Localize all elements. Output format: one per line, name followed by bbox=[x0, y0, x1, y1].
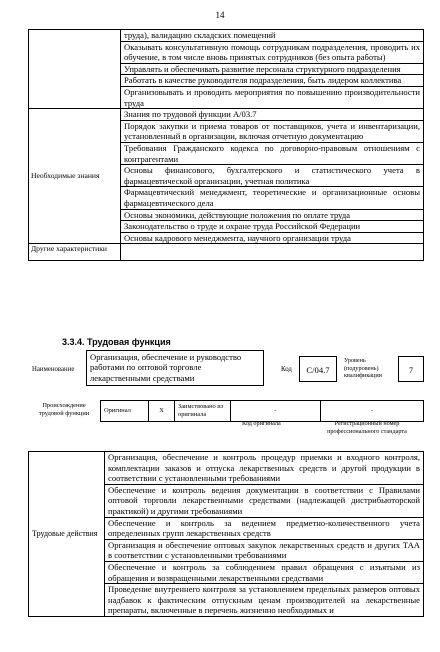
knowledge-row: Порядок закупки и приема товаров от поставщиков, учета и инвентаризации, установленный в организации, включая отчетную документацию bbox=[121, 120, 424, 142]
original-code-cell: - bbox=[231, 401, 321, 422]
knowledge-row: Основы кадрового менеджмента, научного организации труда bbox=[121, 232, 424, 244]
labor-action-row: Организация, обеспечение и контроль процедур приемки и входного контроля, комплектации заказов и отпуска лекарственных средств и другой продукции в соответствии с установленными требованиями bbox=[105, 452, 424, 485]
borrowed-label: Заимствовано из оригинала bbox=[175, 401, 231, 422]
knowledge-label: Необходимые знания bbox=[29, 109, 121, 244]
skill-row: Оказывать консультативную помощь сотрудникам подразделения, проводить их обучение, в том числе вновь принятых сотрудников (без опыта работы) bbox=[121, 41, 424, 63]
original-label: Оригинал bbox=[101, 401, 149, 422]
section-title: 3.3.4. Трудовая функция bbox=[62, 337, 171, 347]
other-characteristics-cell bbox=[121, 244, 424, 261]
labor-action-row: Организация и обеспечение оптовых закупок лекарственных средств и других ТАА в соответствии с установленными требованиями bbox=[105, 539, 424, 561]
level-label: Уровень (подуровень) квалификации bbox=[344, 357, 382, 380]
labor-actions-table bbox=[28, 451, 424, 617]
knowledge-row: Основы финансового, бухгалтерского и статистического учета в фармацевтической организации, учетная политика bbox=[121, 165, 424, 187]
page-number: 14 bbox=[215, 10, 225, 20]
skill-row: Работать в качестве руководителя подразделения, быть лидером коллектива bbox=[121, 75, 424, 87]
code-value: С/04.7 bbox=[299, 356, 337, 382]
knowledge-row: Фармацевтический менеджмент, теоретические и организационные основы фармацевтического дела bbox=[121, 187, 424, 209]
reg-number-cell: - bbox=[321, 401, 424, 422]
knowledge-row: Законодательство о труде и охране труда Российской Федерации bbox=[121, 221, 424, 233]
level-value: 7 bbox=[398, 356, 424, 382]
labor-action-row: Обеспечение и контроль ведения документации в соответствии с Правилами оптовой торговли лекарственными средствами (надлежащей дистрибьюторской практикой) и другими требованиями bbox=[105, 484, 424, 517]
labor-actions-label: Трудовые действия bbox=[29, 452, 105, 617]
skills-knowledge-table bbox=[28, 29, 424, 261]
origin-label: Происхождение трудовой функции bbox=[38, 402, 90, 417]
knowledge-row: Знания по трудовой функции А/03.7 bbox=[121, 109, 424, 121]
skill-row: труда), валидацию складских помещений bbox=[121, 30, 424, 42]
name-value: Организация, обеспечение и руководство работами по оптовой торговле лекарственными средствами bbox=[86, 350, 264, 386]
code-label: Код bbox=[281, 366, 292, 373]
reg-number-label: Регистрационный номер профессионального стандарта bbox=[327, 420, 407, 435]
original-mark: Х bbox=[149, 401, 175, 422]
skill-row: Организовывать и проводить мероприятия по повышению производительности труда bbox=[121, 86, 424, 108]
name-label: Наименование bbox=[32, 366, 75, 373]
code-original-label: Код оригинала bbox=[242, 420, 281, 427]
knowledge-row: Основы экономики, действующие положения по оплате труда bbox=[121, 209, 424, 221]
origin-table bbox=[100, 400, 424, 422]
labor-action-row: Обеспечение и контроль за соблюдением правил обращения с изъятыми из обращения и возвращенными лекарственными средствами bbox=[105, 561, 424, 583]
knowledge-row: Требования Гражданского кодекса по договорно-правовым отношениям с контрагентами bbox=[121, 142, 424, 164]
skills-label-cell bbox=[29, 30, 121, 109]
labor-action-row: Обеспечение и контроль за ведением предметно-количественного учета определенных групп лекарственных средств bbox=[105, 517, 424, 539]
labor-action-row: Проведение внутреннего контроля за установлением предельных размеров оптовых надбавок к фактическим отпускным ценам производителей на лекарственные препараты, включенные в перечень жизненно необходимых и bbox=[105, 584, 424, 617]
skill-row: Управлять и обеспечивать развитие персонала структурного подразделения bbox=[121, 63, 424, 75]
other-characteristics-label: Другие характеристики bbox=[29, 244, 121, 261]
